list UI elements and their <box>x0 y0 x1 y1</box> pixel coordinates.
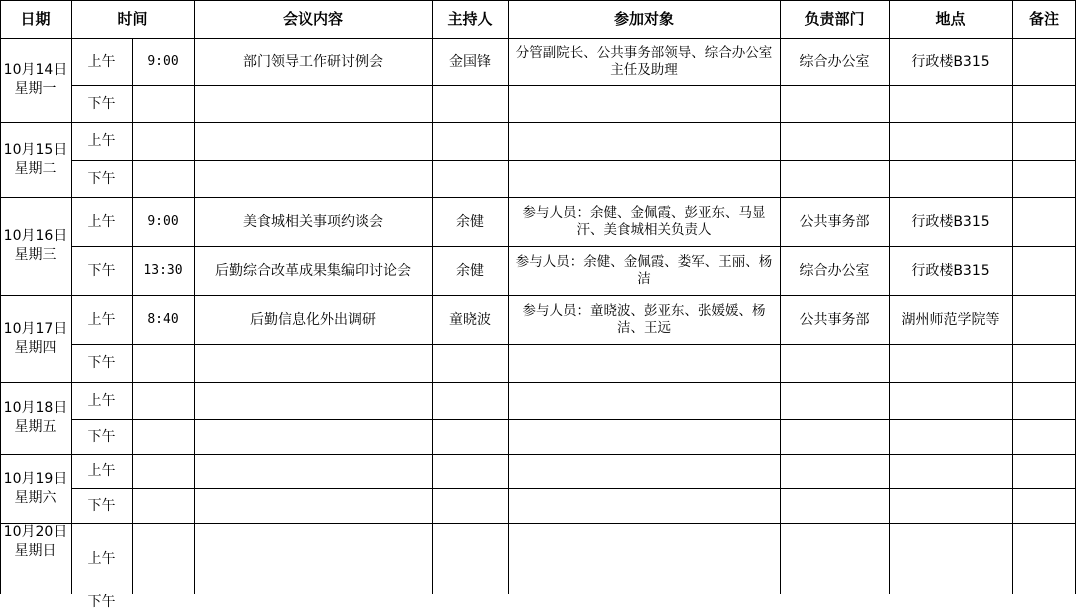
slot-dept <box>780 122 889 160</box>
slot-dept <box>780 85 889 122</box>
slot-host <box>432 85 508 122</box>
slot-content <box>194 122 432 160</box>
header-content: 会议内容 <box>282 10 343 28</box>
slot-location: 行政楼B315 <box>911 213 990 230</box>
slot-location: 行政楼B315 <box>911 262 990 279</box>
slot-attendees: 参与人员：余健、金佩霞、彭亚东、马显汗、美食城相关负责人 <box>522 204 766 238</box>
slot-host <box>432 160 508 197</box>
weekday-label: 星期日 <box>14 543 57 559</box>
slot-location <box>889 160 1012 197</box>
slot-location <box>889 488 1012 523</box>
slot-attendees <box>508 382 780 419</box>
slot-note <box>1012 344 1076 382</box>
slot-host: 童晓波 <box>449 311 491 328</box>
slot-dept <box>780 454 889 488</box>
slot-time <box>132 523 194 594</box>
grid-line <box>889 0 890 594</box>
slot-attendees <box>508 454 780 488</box>
grid-line <box>0 295 1076 296</box>
slot-content <box>194 523 432 594</box>
grid-line <box>71 85 1076 86</box>
slot-attendees <box>508 85 780 122</box>
slot-content: 部门领导工作研讨例会 <box>243 53 383 70</box>
slot-host <box>432 488 508 523</box>
header-date: 日期 <box>20 10 51 28</box>
slot-attendees <box>508 419 780 454</box>
date-label: 10月17日 <box>3 320 68 337</box>
slot-period: 下午 <box>87 594 116 610</box>
slot-host <box>432 122 508 160</box>
slot-content <box>194 454 432 488</box>
header-dept: 负责部门 <box>804 10 865 28</box>
header-host: 主持人 <box>447 10 493 28</box>
slot-content <box>194 488 432 523</box>
slot-time: 8:40 <box>147 311 179 327</box>
header-note: 备注 <box>1028 10 1059 28</box>
grid-line <box>71 0 72 594</box>
date-cell <box>0 523 71 561</box>
slot-attendees: 分管副院长、公共事务部领导、综合办公室主任及助理 <box>515 44 773 78</box>
slot-time <box>132 488 194 523</box>
slot-note <box>1012 523 1076 594</box>
slot-host <box>432 523 508 594</box>
weekday-label: 星期二 <box>14 160 57 177</box>
slot-period: 下午 <box>87 428 116 445</box>
grid-line <box>0 122 1076 123</box>
slot-time <box>132 454 194 488</box>
slot-period: 上午 <box>87 392 116 409</box>
slot-period: 下午 <box>87 262 116 279</box>
slot-dept <box>780 160 889 197</box>
slot-dept <box>780 523 889 594</box>
slot-time <box>132 344 194 382</box>
date-cell <box>0 295 71 382</box>
grid-line <box>194 0 195 594</box>
slot-period: 上午 <box>87 463 116 479</box>
slot-host <box>432 419 508 454</box>
grid-line <box>0 523 1076 524</box>
slot-period: 下午 <box>87 95 116 112</box>
slot-content <box>194 419 432 454</box>
slot-dept: 公共事务部 <box>799 213 870 230</box>
slot-note <box>1012 419 1076 454</box>
grid-line <box>432 0 433 594</box>
slot-note <box>1012 454 1076 488</box>
date-label: 10月18日 <box>3 400 68 416</box>
slot-time: 13:30 <box>143 262 183 278</box>
slot-time <box>132 382 194 419</box>
slot-note <box>1012 85 1076 122</box>
slot-dept: 综合办公室 <box>799 262 870 279</box>
slot-content: 美食城相关事项约谈会 <box>243 213 383 230</box>
grid-line <box>71 488 1076 489</box>
date-label: 10月15日 <box>3 141 68 158</box>
date-cell <box>0 38 71 122</box>
slot-location: 行政楼B315 <box>911 53 990 70</box>
slot-host: 金国锋 <box>449 53 491 70</box>
slot-dept <box>780 344 889 382</box>
slot-time <box>132 122 194 160</box>
grid-line <box>0 38 1076 39</box>
slot-content <box>194 85 432 122</box>
grid-line <box>71 160 1076 161</box>
slot-location <box>889 419 1012 454</box>
date-label: 10月19日 <box>3 470 68 487</box>
date-label: 10月16日 <box>3 228 68 244</box>
slot-content <box>194 382 432 419</box>
slot-content <box>194 160 432 197</box>
slot-period: 上午 <box>87 53 116 70</box>
slot-location: 湖州师范学院等 <box>901 311 1000 328</box>
grid-line <box>71 344 1076 345</box>
date-cell <box>0 454 71 523</box>
slot-location <box>889 382 1012 419</box>
slot-note <box>1012 160 1076 197</box>
slot-dept <box>780 488 889 523</box>
slot-period: 上午 <box>87 133 116 149</box>
slot-location <box>889 523 1012 594</box>
slot-period: 上午 <box>87 213 116 230</box>
weekday-label: 星期五 <box>14 419 57 435</box>
grid-line <box>71 246 1076 247</box>
slot-time <box>132 160 194 197</box>
slot-note <box>1012 122 1076 160</box>
slot-dept: 公共事务部 <box>799 311 870 328</box>
slot-attendees <box>508 122 780 160</box>
slot-period: 下午 <box>87 355 116 371</box>
slot-content: 后勤信息化外出调研 <box>250 311 376 328</box>
slot-note <box>1012 295 1076 344</box>
date-cell <box>0 122 71 197</box>
grid-line <box>0 0 1 594</box>
header-location: 地点 <box>935 10 966 28</box>
header-attendees: 参加对象 <box>613 10 674 28</box>
slot-period: 下午 <box>87 170 116 187</box>
slot-note <box>1012 488 1076 523</box>
grid-line <box>0 197 1076 198</box>
slot-dept <box>780 382 889 419</box>
date-cell <box>0 382 71 454</box>
grid-line <box>1012 0 1013 594</box>
slot-host <box>432 344 508 382</box>
slot-note <box>1012 197 1076 246</box>
slot-content: 后勤综合改革成果集编印讨论会 <box>215 262 411 279</box>
slot-period: 下午 <box>87 497 116 514</box>
slot-host: 余健 <box>456 262 484 279</box>
slot-attendees <box>508 160 780 197</box>
weekday-label: 星期三 <box>14 247 57 263</box>
slot-attendees <box>508 523 780 594</box>
date-label: 10月20日 <box>3 524 68 540</box>
slot-dept <box>780 419 889 454</box>
date-cell <box>0 197 71 295</box>
slot-time: 9:00 <box>147 53 179 69</box>
grid-line <box>71 419 1076 420</box>
slot-location <box>889 454 1012 488</box>
slot-note <box>1012 382 1076 419</box>
slot-note <box>1012 38 1076 85</box>
slot-period: 上午 <box>87 550 116 567</box>
slot-time: 9:00 <box>147 213 179 229</box>
date-label: 10月14日 <box>3 62 68 78</box>
slot-time <box>132 85 194 122</box>
slot-content <box>194 344 432 382</box>
slot-period: 上午 <box>87 311 116 328</box>
grid-line <box>132 38 133 594</box>
weekday-label: 星期一 <box>14 81 57 97</box>
slot-location <box>889 85 1012 122</box>
weekday-label: 星期六 <box>14 489 57 506</box>
grid-line <box>780 0 781 594</box>
slot-dept: 综合办公室 <box>799 53 870 70</box>
slot-note <box>1012 246 1076 295</box>
slot-host <box>432 382 508 419</box>
slot-attendees: 参与人员：童晓波、彭亚东、张媛媛、杨洁、王远 <box>522 302 766 336</box>
slot-attendees <box>508 488 780 523</box>
grid-line <box>0 0 1076 1</box>
slot-location <box>889 122 1012 160</box>
grid-line <box>0 382 1076 383</box>
slot-attendees: 参与人员：余健、金佩霞、娄军、王丽、杨洁 <box>515 253 773 287</box>
slot-host <box>432 454 508 488</box>
slot-time <box>132 419 194 454</box>
slot-location <box>889 344 1012 382</box>
header-time: 时间 <box>117 10 148 28</box>
slot-host: 余健 <box>456 213 484 230</box>
grid-line <box>508 0 509 594</box>
weekday-label: 星期四 <box>14 339 57 356</box>
slot-attendees <box>508 344 780 382</box>
grid-line <box>0 454 1076 455</box>
